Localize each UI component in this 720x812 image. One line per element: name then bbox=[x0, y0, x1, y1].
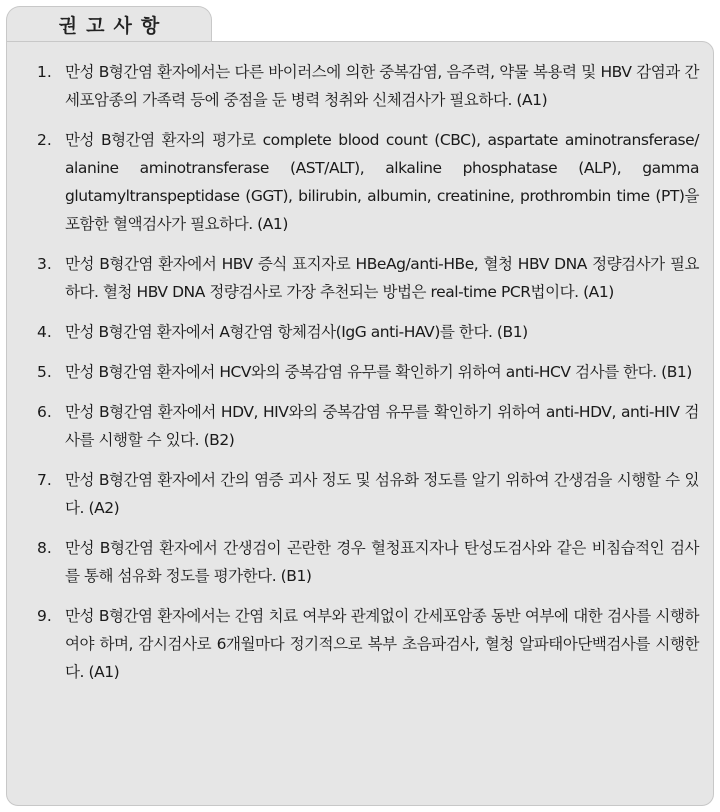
recommendation-text: 만성 B형간염 환자에서 HBV 증식 표지자로 HBeAg/anti-HBe, 혈청 HBV DNA 정량검사가 필요하다. 혈청 HBV DNA 정량검사로 가장 추천되는 방법은 real-time PCR법이다. (A1) bbox=[65, 255, 699, 301]
recommendation-number: 5. bbox=[37, 363, 52, 381]
recommendation-item bbox=[37, 318, 699, 346]
section-title: 권고사항 bbox=[58, 15, 169, 37]
recommendation-item bbox=[37, 602, 699, 686]
recommendation-item bbox=[37, 534, 699, 590]
recommendation-number: 2. bbox=[37, 131, 52, 149]
recommendation-text: 만성 B형간염 환자에서는 다른 바이러스에 의한 중복감염, 음주력, 약물 복용력 및 HBV 감염과 간세포암종의 가족력 등에 중점을 둔 병력 청취와 신체검사가 필요하다. (A1) bbox=[65, 63, 700, 109]
recommendation-number: 8. bbox=[37, 539, 52, 557]
recommendation-number: 1. bbox=[37, 63, 52, 81]
section-tab bbox=[6, 6, 212, 42]
recommendation-text: 만성 B형간염 환자의 평가로 complete blood count (CBC), aspartate aminotransferase/ alanine aminotransferase (AST/ALT), alkaline phosphatase (ALP), gamma glutamyltranspeptidase (GGT), bilirubin, albumin, creatinine, prothrombin time (PT)을 포함한 혈액검사가 필요하다. (A1) bbox=[65, 131, 699, 233]
recommendation-item bbox=[37, 126, 699, 238]
recommendation-text: 만성 B형간염 환자에서는 간염 치료 여부와 관계없이 간세포암종 동반 여부에 대한 검사를 시행하여야 하며, 감시검사로 6개월마다 정기적으로 복부 초음파검사, 혈청 알파태아단백검사를 시행한다. (A1) bbox=[65, 607, 699, 681]
recommendation-text: 만성 B형간염 환자에서 HDV, HIV와의 중복감염 유무를 확인하기 위하여 anti-HDV, anti-HIV 검사를 시행할 수 있다. (B2) bbox=[65, 403, 699, 449]
recommendation-text: 만성 B형간염 환자에서 HCV와의 중복감염 유무를 확인하기 위하여 anti-HCV 검사를 한다. (B1) bbox=[65, 363, 692, 381]
recommendation-item bbox=[37, 466, 699, 522]
recommendations-panel bbox=[6, 41, 714, 806]
recommendation-text: 만성 B형간염 환자에서 A형간염 항체검사(IgG anti-HAV)를 한다. (B1) bbox=[65, 323, 528, 341]
recommendation-text: 만성 B형간염 환자에서 간생검이 곤란한 경우 혈청표지자나 탄성도검사와 같은 비침습적인 검사를 통해 섬유화 정도를 평가한다. (B1) bbox=[65, 539, 699, 585]
recommendation-item bbox=[37, 58, 699, 114]
recommendation-item bbox=[37, 250, 699, 306]
recommendation-number: 7. bbox=[37, 471, 52, 489]
recommendation-item bbox=[37, 358, 699, 386]
recommendation-list bbox=[7, 42, 713, 686]
recommendation-number: 9. bbox=[37, 607, 52, 625]
recommendation-number: 6. bbox=[37, 403, 52, 421]
recommendation-text: 만성 B형간염 환자에서 간의 염증 괴사 정도 및 섬유화 정도를 알기 위하여 간생검을 시행할 수 있다. (A2) bbox=[65, 471, 699, 517]
recommendation-number: 3. bbox=[37, 255, 52, 273]
recommendation-number: 4. bbox=[37, 323, 52, 341]
recommendation-item bbox=[37, 398, 699, 454]
